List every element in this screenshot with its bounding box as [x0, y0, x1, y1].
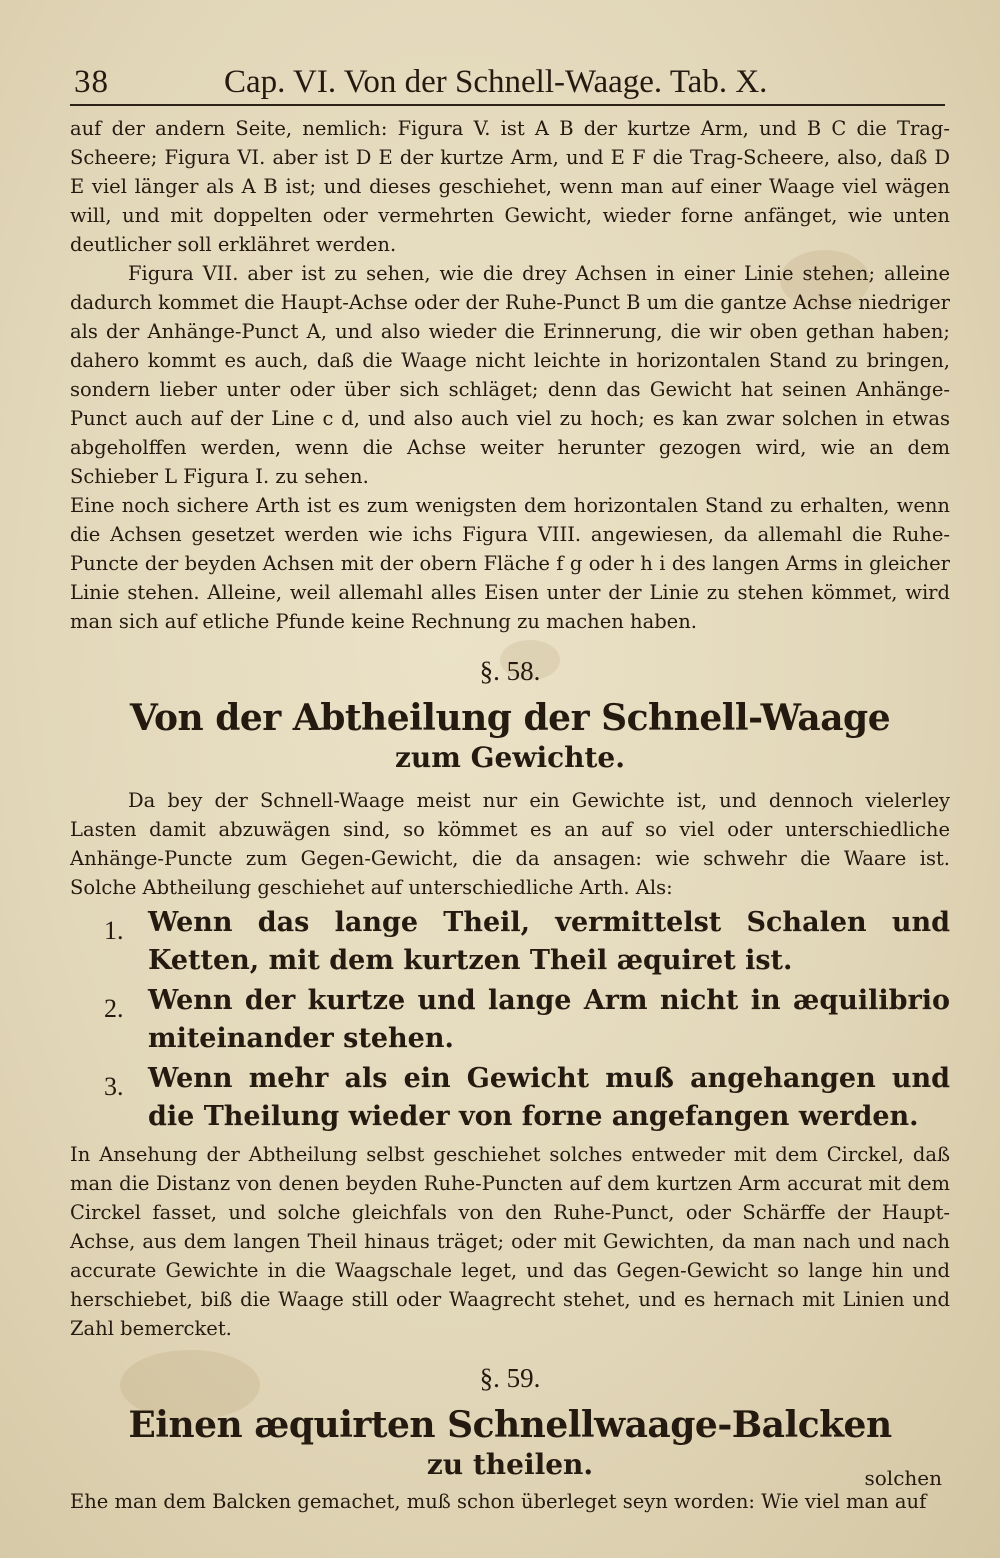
list-item	[70, 982, 950, 1058]
section-59-intro: Ehe man dem Balcken gemachet, muß schon überleget seyn worden: Wie viel man auf	[70, 1490, 927, 1513]
section-58-body: In Ansehung der Abtheilung selbst geschiehet solches entweder mit dem Circkel, daß man die Distanz von denen beyden Ruhe-Puncten auf dem kurtzen Arm accurat mit dem Circkel fasset, und solche gleichfals von den Ruhe-Punct, oder Schärffe der Haupt-Achse, aus dem langen Theil hinaus träget; oder mit Gewichten, da man nach und nach accurate Gewichte in die Waagschale leget, und das Gegen-Gewicht so lange hin und herschiebet, biß die Waage still oder Waagrecht stehet, und es hernach mit Linien und Zahl bemercket.	[70, 1143, 950, 1340]
page-number: 38	[74, 64, 109, 100]
page-header	[70, 62, 945, 106]
paragraph-continuation: auf der andern Seite, nemlich: Figura V. ist A B der kurtze Arm, und B C die Trag-Scheere; Figura VI. aber ist D E der kurtze Arm, und E F die Trag-Scheere, also, daß D E viel länger als A B ist; und dieses geschiehet, wenn man auf einer Waage viel wägen will, und mit doppelten oder vermehrten Gewicht, wieder forne anfänget, wie unten deutlicher soll erklähret werden.	[70, 117, 950, 256]
paragraph-figura-vii: Figura VII. aber ist zu sehen, wie die drey Achsen in einer Linie stehen; alleine dadurch kommet die Haupt-Achse oder der Ruhe-Punct B um die gantze Achse niedriger als der Anhänge-Punct A, und also wieder die Erinnerung, die wir oben gethan haben; dahero kommt es auch, daß die Waage nicht leichte in horizontalen Stand zu bringen, sondern lieber unter oder über sich schläget; denn das Gewicht hat seinen Anhänge-Punct auch auf der Line c d, und also auch viel zu hoch; es kan zwar solchen in etwas abgeholffen werden, wenn die Achse weiter herunter gezogen wird, wie an dem Schieber L Figura I. zu sehen.	[70, 262, 950, 488]
list-item-text: Wenn der kurtze und lange Arm nicht in æquilibrio miteinander stehen.	[148, 985, 950, 1054]
paragraph-figura-viii: Eine noch sichere Arth ist es zum wenigsten dem horizontalen Stand zu erhalten, wenn die Achsen gesetzet werden wie ichs Figura VIII. angewiesen, da allemahl die Ruhe-Puncte der beyden Achsen mit der obern Fläche f g oder h i des langen Arms in gleicher Linie stehen. Alleine, weil allemahl alles Eisen unter der Linie zu stehen kömmet, wird man sich auf etliche Pfunde keine Rechnung zu machen haben.	[70, 494, 950, 633]
list-item	[70, 904, 950, 980]
list-number: 3.	[104, 1072, 124, 1101]
section-subheading-59: zu theilen.	[426, 1448, 594, 1481]
list-item-text: Wenn das lange Theil, vermittelst Schalen und Ketten, mit dem kurtzen Theil æquiret ist.	[148, 907, 950, 976]
list-item-text: Wenn mehr als ein Gewicht muß angehangen und die Theilung wieder von forne angefangen werden.	[148, 1063, 950, 1132]
running-title: Cap. VI. Von der Schnell-Waage. Tab. X.	[224, 64, 768, 100]
list-item	[70, 1060, 950, 1136]
text-block	[70, 114, 950, 1516]
division-methods-list	[70, 904, 950, 1136]
list-number: 2.	[104, 994, 124, 1023]
list-number: 1.	[104, 916, 124, 945]
section-heading-58: Von der Abtheilung der Schnell-Waage	[129, 697, 891, 739]
section-58-intro: Da bey der Schnell-Waage meist nur ein Gewichte ist, und dennoch vielerley Lasten damit abzuwägen sind, so kömmet es an auf so viel oder unterschiedliche Anhänge-Puncte zum Gegen-Gewicht, die da ansagen: wie schwehr die Waare ist. Solche Abtheilung geschiehet auf unterschiedliche Arth. Als:	[70, 789, 950, 899]
catchword: solchen	[864, 1466, 942, 1490]
section-heading-59: Einen æquirten Schnellwaage-Balcken	[128, 1404, 892, 1446]
section-mark-58: §. 58.	[479, 656, 541, 686]
section-subheading-58: zum Gewichte.	[394, 741, 625, 774]
section-mark-59: §. 59.	[479, 1363, 541, 1393]
